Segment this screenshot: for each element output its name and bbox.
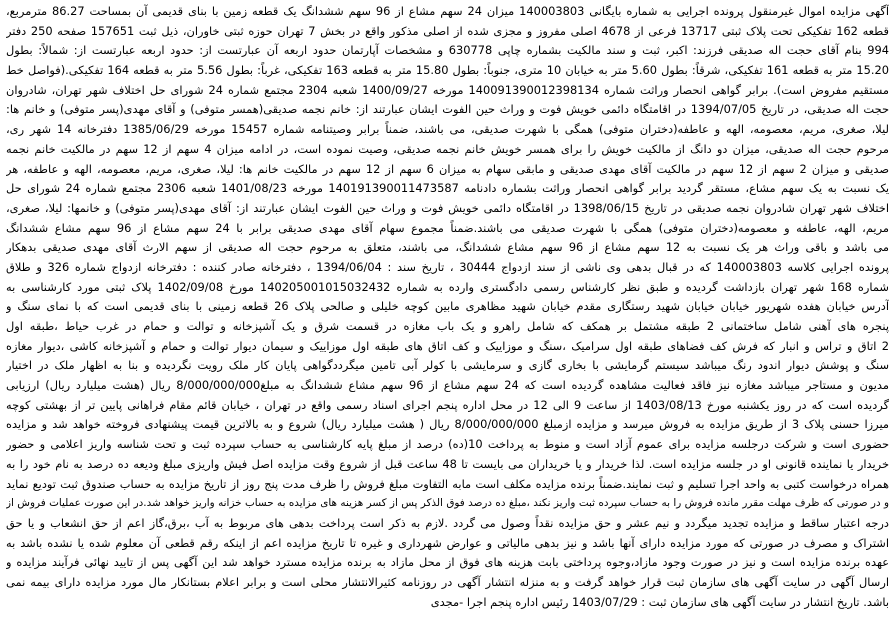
notice-line-27: درجه اعتبار ساقط و مزایده تجدید میگردد و نیم عشر و حق مزایده نقداً وصول می گردد .لازم به ذکر است پرداخت بدهی های مربوط به آب ،برق،گاز اعم از حق انشعاب و یا حق	[6, 515, 889, 530]
notice-line-6: حجت اله صدیقی، در تاریخ 1394/07/05 در اقامتگاه دائمی خویش فوت و وراث حین الفوت ایشان عبارتند از: خانم نجمه صدیقی(همسر متوفی) و آقای مهدی(پسر متوفی) و خانم ها:	[6, 102, 889, 117]
notice-line-1: آگهی مزایده اموال غیرمنقول پرونده اجرایی به شماره بایگانی 140003803 میزان 24 سهم مشاع از 96 سهم ششدانگ یک قطعه زمین با بنای قدیمی آن بمساحت 86.27 مترمربع،	[6, 4, 889, 18]
notice-line-18: 2 اتاق و تراس و انبار که فرش کف فضاهای طبقه اول سرامیک ،سنگ و موزاییک و کف اتاق های طبقه اول موزاییک و سیمان دیوار توالت و حمام و آشپزخانه کاشی ،دیوار مغازه	[6, 338, 889, 353]
notice-line-21: گردیده است که در روز یکشنبه مورخ 1403/08/13 از ساعت 9 الی 12 در محل اداره پنجم اجرای اسناد رسمی واقع در تهران ، خیابان قائم مقام فراهانی پایین تر از بهشتی کوچه	[6, 397, 889, 412]
notice-line-22: میرزا حسنی پلاک 3 از طریق مزایده به فروش میرسد و مزایده ازمبلغ 8/000/000/000 ریال ( هشت میلیارد ریال) شروع و به بالاترین قیمت پیشنهادی فروخته خواهد شد و مزایده	[6, 417, 889, 432]
notice-line-7: لیلا، صغری، مریم، معصومه، الهه و عاطفه(دختران متوفی) همگی با شهرت صدیقی، می باشند، ضمناً برابر وصیتنامه شماره 15457 مورخه 1385/06/29 دفترخانه 14 شهر ری،	[6, 122, 889, 137]
notice-line-30: ارسال آگهی در سایت آگهی های سازمان ثبت قرار خواهد گرفت و به منزله انتشار آگهی در روزنامه کثیرالانتشار محلی است و برابر اعلام بستانکار مال مورد مزایده دارای بیمه نمی	[6, 574, 889, 589]
notice-line-4: 15.20 متر به قطعه 161 تفکیکی، شرقاً: بطول 5.60 متر به خیابان 10 متری، جنوباً: بطول 15.80 متر به قطعه 163 تفکیکی، غرباً: بطول 5.56 متر به قطعه 164 تفکیکی.(فواصل خط	[6, 63, 889, 78]
notice-line-8: مرحوم حجت اله صدیقی، میزان دو دانگ از مالکیت خویش را برای همسر خویش خانم نجمه صدیقی، وصیت نموده است، در ادامه میزان 4 سهم از 12 سهم در مالکیت خانم نجمه	[6, 141, 889, 156]
notice-line-23: حضوری است و شرکت درجلسه مزایده برای عموم آزاد است و منوط به پرداخت 10(ده) درصد از مبلغ پایه کارشناسی به حساب سپرده ثبت و تحت شناسه واریز اعلامی و حضور	[6, 437, 889, 452]
notice-line-31: باشد. تاریخ انتشار در سایت آگهی های سازمان ثبت : 1403/07/29 رئیس اداره پنجم اجرا -مجدی	[430, 594, 889, 609]
notice-line-11: اختلاف شهر تهران شادروان نجمه صدیقی در تاریخ 1398/06/15 در اقامتگاه دائمی خویش فوت و وراث حین الفوت ایشان عبارتند از: آقای مهدی(پسر متوفی) و خانمها: لیلا، صغری،	[6, 200, 889, 215]
notice-line-29: عهده برنده مزایده است و نیز در صورت وجود مازاد،وجوه پرداختی بابت هزینه های فوق از محل مازاد به برنده مزایده مسترد خواهد شد این آگهی پس از تایید نهائی فرآیند مزایده و	[6, 555, 889, 570]
notice-line-3: 994 بنام آقای حجت اله صدیقی فرزند: اکبر، ثبت و سند مالکیت بشماره چاپی 630778 و مشخصات آپارتمان حدود اربعه آن عبارتست از: حدود اربعه عبارتست از: شمالاً: بطول	[6, 43, 889, 58]
notice-line-16: آدرس خیابان هفده شهریور خیابان خیابان شهید رستگاری مقدم خیابان شهید مظاهری مابین کوچه خلیلی و صالحی پلاک 26 قطعه زمینی با بنای قدیمی است که با نمای سنگ و	[6, 299, 889, 314]
notice-line-9: صدیقی و میزان 2 سهم از 12 سهم در مالکیت آقای مهدی صدیقی و مابقی سهام به میزان 6 سهم از 12 سهم در مالکیت خانم ها: لیلا، صغری، مریم، معصومه، الهه و عاطفه، هر	[6, 161, 889, 176]
notice-line-28: اشتراک و مصرف در صورتی که مورد مزایده دارای آنها باشد و نیز بدهی مالیاتی و عوارض شهرداری و غیره تا تاریخ مزایده اعم از اینکه رقم قطعی آن معلوم شده یا نشده باشد به	[6, 535, 889, 550]
notice-line-2: قطعه 162 تفکیکی تحت پلاک ثبتی 13717 فرعی از 4678 اصلی مفروز و مجزی شده از اصلی مذکور واقع در بخش 7 تهران حوزه ثبتی خاوران، ذیل ثبت 157651 صفحه 250 دفتر	[6, 23, 889, 38]
notice-line-20: مدیون و مستاجر میباشد مغازه نیز فاقد فعالیت مشاهده گردیده است که 24 سهم مشاع از 96 سهم مشاع ششدانگ به مبلغ8/000/000/000 ریال (هشت میلیارد ریال) ارزیابی	[6, 378, 889, 393]
notice-line-13: می باشد و باقی وراث هر یک نسبت به 12 سهم مشاع از 96 سهم مشاع ششدانگ، می باشند، متعلق به مرحوم حجت اله صدیقی از سهم الارث آقای مهدی صدیقی بدهکار	[6, 240, 889, 255]
notice-line-19: سنگ و پوشش دیوار اندود رنگ میباشد سیستم گرمایشی با بخاری گازی و سرمایشی با کولر آبی تامین میگرددگواهی پایان کار ملک رویت نگردیده و بنا به اظهار ملک در اختیار	[6, 358, 889, 373]
notice-line-10: یک نسبت به یک سهم مشاع، مستقر گردید برابر گواهی انحصار وراثت بشماره دادنامه 140191390011473587 مورخه 1401/08/23 شعبه 2306 مجتمع شماره 24 شورای حل	[6, 181, 889, 196]
notice-line-14: پرونده اجرایی کلاسه 140003803 که در قبال بدهی وی ناشی از سند ازدواج 30444 ، تاریخ سند : 1394/06/04 ، دفترخانه صادر کننده : دفترخانه ازدواج شماره 326 و طلاق	[6, 259, 889, 274]
notice-line-17: پنجره های آهنی شامل ساختمانی 2 طبقه مشتمل بر همکف که شامل راهرو و یک باب مغازه در قسمت شرق و یک آشپزخانه و توالت و حمام در غرب حیاط ،طبقه اول	[6, 319, 889, 333]
notice-line-25: همراه درخواست کتبی به واحد اجرا تسلیم و ثبت نمایند.ضمناً برنده مزایده مکلف است مابه التفاوت مبلغ فروش را ظرف مدت پنج روز از تاریخ مزایده به حساب صندوق ثبت تودیع نماید	[6, 476, 889, 491]
notice-line-15: شماره 168 شهر تهران بازداشت گردیده و طبق نظر کارشناس رسمی دادگستری وارده به شماره 140205001015032432 مورخ 1402/09/08 پلاک ثبتی مورد کارشناسی به	[6, 279, 889, 294]
notice-line-5: مستقیم مفروض است). برابر گواهی انحصار وراثت شماره 140091390012398134 مورخه 1400/09/27 شعبه 2304 مجتمع شماره 24 شورای حل اختلاف شهر تهران، شادروان	[6, 82, 889, 97]
notice-line-26: و در صورتی که ظرف مهلت مقرر مانده فروش را به حساب سپرده ثبت واریز نکند ،مبلغ ده درصد فوق الذکر پس از کسر هزینه های مزایده به حساب خزانه واریز خواهد شد.در این صورت عملیات فروش از	[6, 497, 889, 510]
notice-line-24: خریدار یا نماینده قانونی او در جلسه مزایده است. لذا خریدار و یا خریداران می بایست تا 48 ساعت قبل از شروع وقت مزایده اصل فیش واریزی مبلغ ودیعه ده درصد به نام خود را به	[6, 456, 889, 471]
notice-line-12: مریم، الهه، عاطفه و معصومه(دختران متوفی) همگی با شهرت صدیقی می باشند.ضمناً مجموع سهام آقای مهدی صدیقی برابر با 24 سهم مشاع از 96 سهم مشاع ششدانگ	[6, 220, 889, 235]
